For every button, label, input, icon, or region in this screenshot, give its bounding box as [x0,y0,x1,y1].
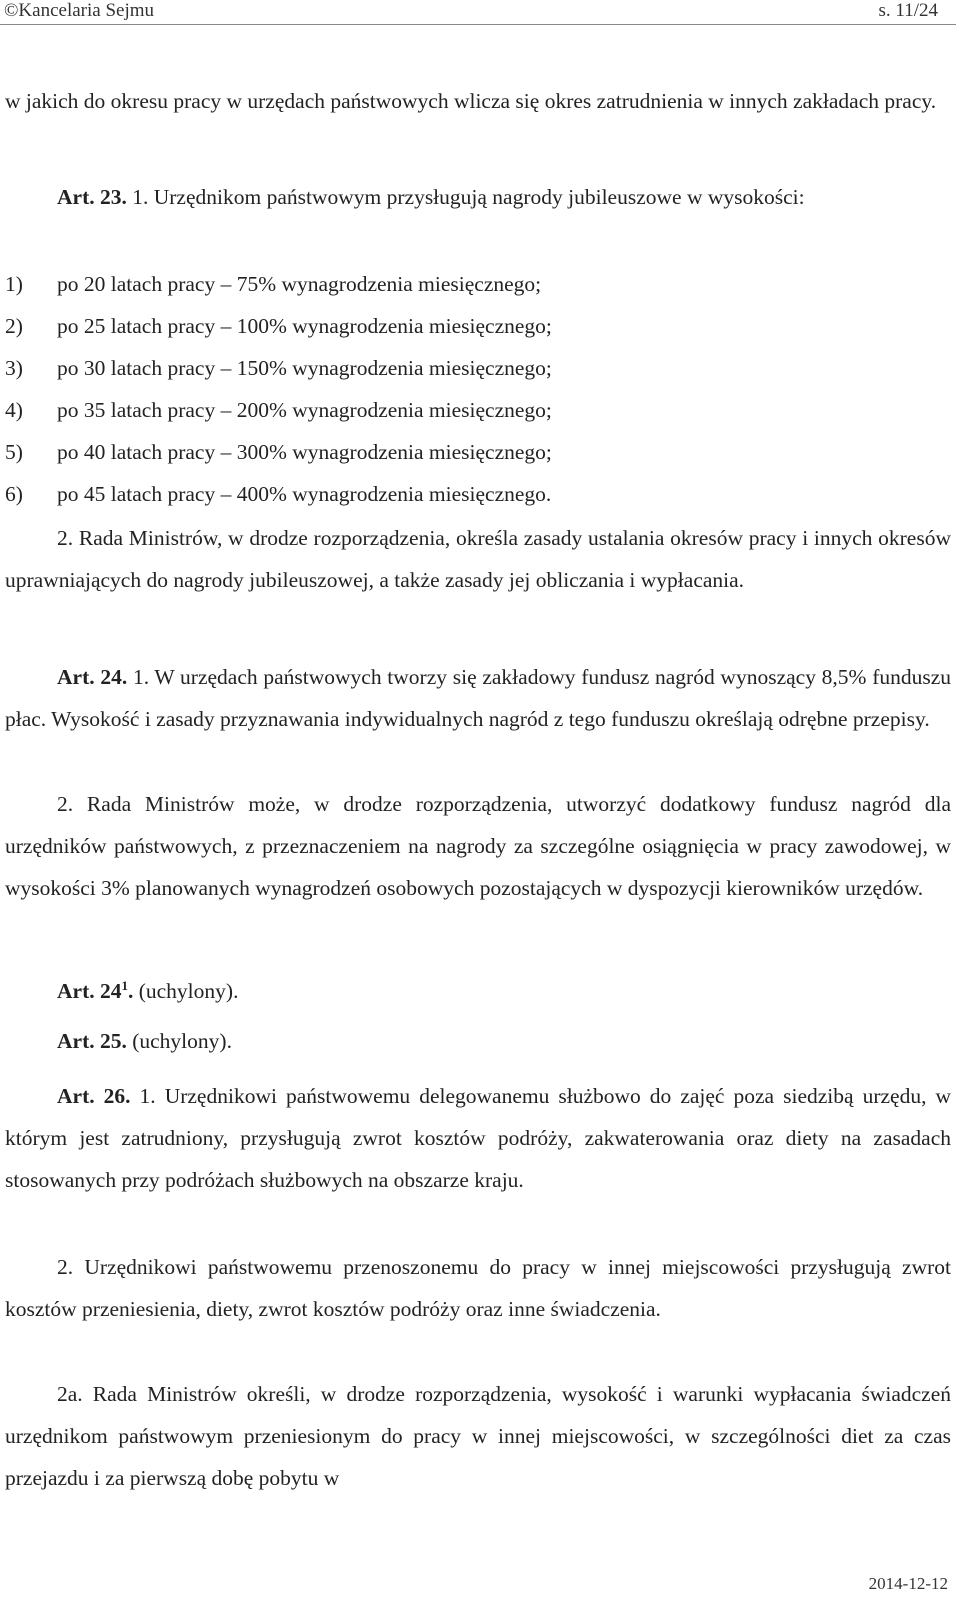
art24-p1-text: 1. W urzędach państwowych tworzy się zakładowy fundusz nagród wynoszący 8,5% funduszu płac. Wysokość i zasady przyznawania indywidualnych nagród z tego funduszu określają odrębne przepisy. [5,665,952,731]
list-item: 3) po 30 latach pracy – 150% wynagrodzenia miesięcznego; [5,356,552,380]
art24-label: Art. 24. [57,665,128,689]
art24-paragraph-2: 2. Rada Ministrów może, w drodze rozporządzenia, utworzyć dodatkowy fundusz nagród dla urzędników państwowych, z przeznaczeniem na nagrody za szczególne osiągnięcia w pracy zawodowej, w wysokości 3% planowanych wynagrodzeń osobowych pozostających w dyspozycji kierowników urzędów. [5,792,951,900]
art26-paragraph-1 [5,1075,951,1201]
footer-date: 2014-12-12 [868,1574,948,1593]
list-item: 1) po 20 latach pracy – 75% wynagrodzenia miesięcznego; [5,272,542,296]
paragraph-intro: w jakich do okresu pracy w urzędach państwowych wlicza się okres zatrudnienia w innych zakładach pracy. [5,89,937,113]
art24-paragraph-1 [5,656,951,740]
list-item: 2) po 25 latach pracy – 100% wynagrodzenia miesięcznego; [5,314,552,338]
art23-paragraph-1 [5,176,951,218]
art23-label: Art. 23. [57,185,127,209]
art23-paragraph-2: 2. Rada Ministrów, w drodze rozporządzenia, określa zasady ustalania okresów pracy i innych okresów uprawniających do nagrody jubileuszowej, a także zasady jej obliczania i wypłacania. [5,526,951,592]
art26-paragraph-2: 2. Urzędnikowi państwowemu przenoszonemu do pracy w innej miejscowości przysługują zwrot kosztów przeniesienia, diety, zwrot kosztów podróży oraz inne świadczenia. [5,1255,951,1321]
art25-label: Art. 25. [57,1029,127,1053]
art24-1-label: Art. $24^1$. [57,978,134,1003]
list-item: 6) po 45 latach pracy – 400% wynagrodzenia miesięcznego. [5,482,552,506]
art26-paragraph-2a: 2a. Rada Ministrów określi, w drodze rozporządzenia, wysokość i warunki wypłacania świadczeń urzędnikom państwowym przeniesionym do pracy w innej miejscowości, w szczególności diet za czas przejazdu i za pierwszą dobę pobytu w [5,1382,951,1490]
page-header [0,0,956,25]
art23-p1-text: 1. Urzędnikom państwowym przysługują nagrody jubileuszowe w wysokości: [132,185,805,209]
art26-p1-text: 1. Urzędnikowi państwowemu delegowanemu służbowo do zajęć poza siedzibą urzędu, w którym jest zatrudniony, przysługują zwrot kosztów podróży, zakwaterowania oraz diety na zasadach stosowanych przy podróżach służbowych na obszarze kraju. [5,1084,952,1192]
list-item: 5) po 40 latach pracy – 300% wynagrodzenia miesięcznego; [5,440,552,464]
page-number: s. 11/24 [878,0,938,21]
art24-1-line: Art. $24^1$. (uchylony). [57,978,239,1003]
list-item: 4) po 35 latach pracy – 200% wynagrodzenia miesięcznego; [5,398,552,422]
art25-line: Art. 25. (uchylony). [57,1029,232,1053]
publisher-label: ©Kancelaria Sejmu [4,0,155,21]
art26-label: Art. 26. [57,1084,131,1108]
